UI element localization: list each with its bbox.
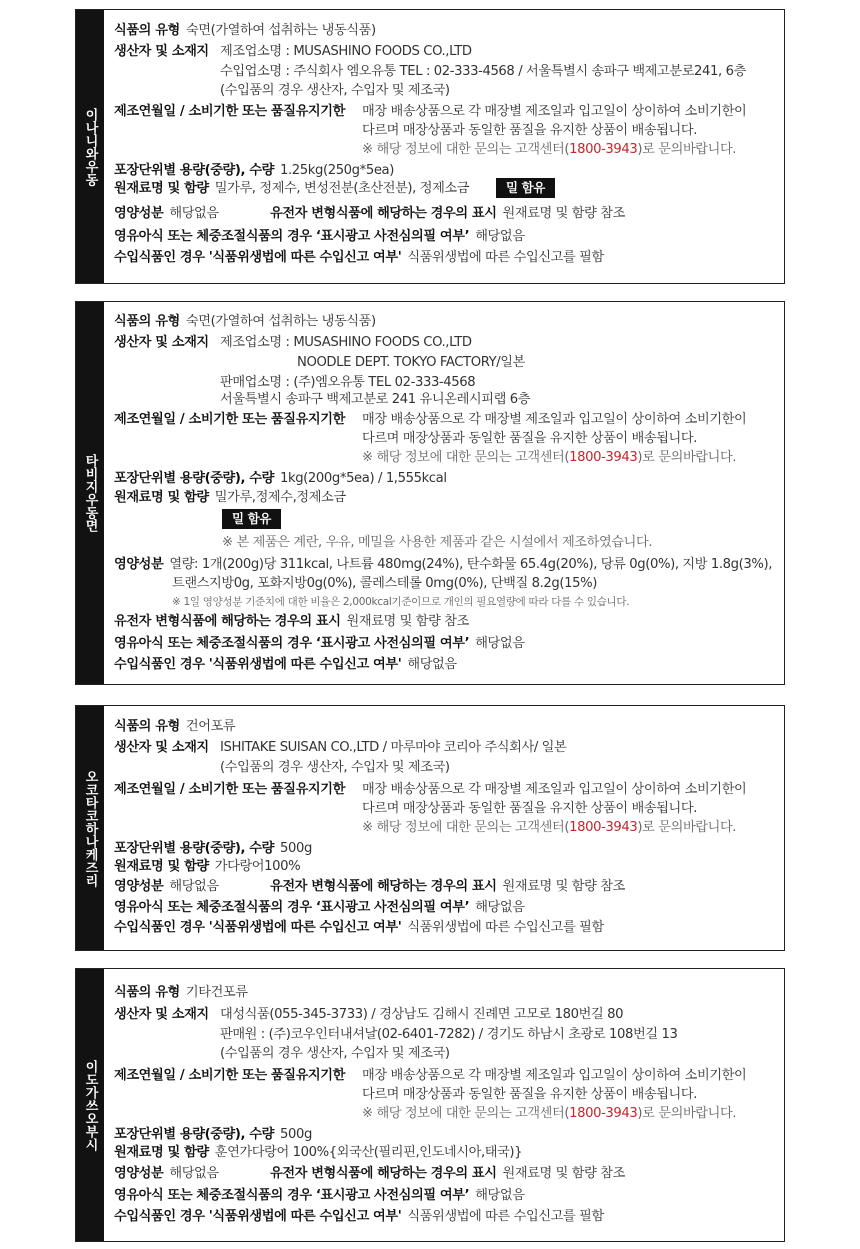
gmo-label: 유전자 변형식품에 해당하는 경우의 표시	[270, 206, 497, 221]
producer-line-4: 서울특별시 송파구 백제고분로 241 유니온레시피랩 6층	[220, 392, 531, 407]
producer-line-2: 수입업소명 : 주식회사 엠오유통 TEL : 02-333-4568 / 서울특별시 송파구 백제고분로241, 6층	[220, 64, 746, 79]
import-value: 식품위생법에 따른 수입신고를 필함	[407, 250, 604, 265]
infant-row	[114, 635, 525, 653]
wheat-badge-wrap	[496, 178, 555, 198]
type-value: 건어포류	[185, 719, 236, 734]
date-note-tail: )로 문의바랍니다.	[637, 1106, 737, 1121]
qty-label: 포장단위별 용량(중량), 수량	[114, 1127, 274, 1142]
date-note-tail: )로 문의바랍니다.	[637, 450, 737, 465]
nutrition-value: 해당없음	[169, 206, 219, 221]
date-label: 제조연월일 / 소비기한 또는 품질유지기한	[114, 104, 345, 119]
product-name: 오코타코하나케즈리	[82, 769, 98, 887]
date-note-text: ※ 해당 정보에 대한 문의는 고객센터(	[362, 820, 570, 835]
ingredients-row	[114, 180, 469, 198]
infant-value: 해당없음	[475, 229, 525, 244]
gmo-row	[114, 613, 469, 631]
producer-row	[114, 43, 215, 61]
type-value: 숙면(가열하여 섭취하는 냉동식품)	[185, 23, 376, 38]
nutrition-value: 해당없음	[169, 1166, 219, 1181]
infant-value: 해당없음	[475, 636, 525, 651]
facility-note: ※ 본 제품은 계란, 우유, 메밀을 사용한 제품과 같은 시설에서 제조하였습니다.	[222, 535, 653, 550]
info-content	[104, 706, 784, 950]
date-row	[114, 103, 351, 121]
product-name-bar	[76, 302, 104, 684]
import-label: 수입식품인 경우 '식품위생법에 따른 수입신고 여부'	[114, 920, 402, 935]
customer-phone: 1800-3943	[569, 142, 638, 157]
producer-line-1: ISHITAKE SUISAN CO.,LTD / 마루마야 코리아 주식회사/ 일본	[220, 740, 567, 755]
infant-label: 영유아식 또는 체중조절식품의 경우 ‘표시광고 사전심의필 여부’	[114, 1188, 470, 1203]
wheat-badge: 밀 함유	[222, 509, 281, 529]
qty-value: 1.25kg(250g*5ea)	[279, 163, 394, 178]
type-value: 숙면(가열하여 섭취하는 냉동식품)	[185, 314, 376, 329]
infant-label: 영유아식 또는 체중조절식품의 경우 ‘표시광고 사전심의필 여부’	[114, 229, 470, 244]
qty-row	[114, 1126, 312, 1144]
producer-row	[114, 1006, 215, 1024]
type-value: 기타건포류	[185, 985, 248, 1000]
qty-label: 포장단위별 용량(중량), 수량	[114, 163, 274, 178]
infant-value: 해당없음	[475, 1188, 525, 1203]
date-value-1: 매장 배송상품으로 각 매장별 제조일과 입고일이 상이하여 소비기한이	[362, 782, 747, 797]
import-value: 해당없음	[407, 657, 457, 672]
producer-line-2: NOODLE DEPT. TOKYO FACTORY/일본	[297, 355, 525, 370]
date-row	[114, 411, 351, 429]
ingredients-value: 훈연가다랑어 100%{외국산(필리핀,인도네시아,태국)}	[214, 1145, 523, 1160]
import-row	[114, 656, 457, 674]
qty-row	[114, 840, 312, 858]
ingredients-label: 원재료명 및 함량	[114, 490, 209, 505]
producer-line-2: 판매원 : (주)코우인터내셔날(02-6401-7282) / 경기도 하남시 초광로 108번길 13	[220, 1027, 678, 1042]
import-row	[114, 249, 604, 267]
date-value-2: 다르며 매장상품과 동일한 품질을 유지한 상품이 배송됩니다.	[362, 123, 698, 138]
import-value: 식품위생법에 따른 수입신고를 필함	[407, 1209, 604, 1224]
nutrition-value: 해당없음	[169, 879, 219, 894]
product-name: 타비지우동면	[82, 454, 98, 532]
date-label: 제조연월일 / 소비기한 또는 품질유지기한	[114, 782, 345, 797]
info-content	[104, 302, 784, 684]
ingredients-row	[114, 489, 346, 507]
gmo-row	[270, 1165, 625, 1183]
nutrition-row	[114, 878, 219, 896]
infant-row	[114, 228, 525, 246]
product-info-panel-3	[75, 705, 785, 951]
gmo-label: 유전자 변형식품에 해당하는 경우의 표시	[114, 614, 341, 629]
date-note-tail: )로 문의바랍니다.	[637, 142, 737, 157]
producer-line-3: (수입품의 경우 생산자, 수입자 및 제조국)	[220, 1046, 450, 1061]
producer-label: 생산자 및 소재지	[114, 44, 209, 59]
date-note-text: ※ 해당 정보에 대한 문의는 고객센터(	[362, 450, 570, 465]
product-name: 이나니와우동	[82, 107, 98, 186]
gmo-row	[270, 205, 625, 223]
gmo-value: 원재료명 및 함량 참조	[502, 879, 625, 894]
import-label: 수입식품인 경우 '식품위생법에 따른 수입신고 여부'	[114, 657, 402, 672]
date-note	[362, 141, 736, 159]
import-row	[114, 1208, 604, 1226]
wheat-badge: 밀 함유	[496, 178, 555, 198]
wheat-badge-wrap	[222, 509, 281, 529]
date-value-1: 매장 배송상품으로 각 매장별 제조일과 입고일이 상이하여 소비기한이	[362, 104, 747, 119]
producer-row	[114, 739, 215, 757]
gmo-label: 유전자 변형식품에 해당하는 경우의 표시	[270, 879, 497, 894]
producer-line-1: 제조업소명 : MUSASHINO FOODS CO.,LTD	[220, 44, 472, 59]
producer-label: 생산자 및 소재지	[114, 335, 209, 350]
nutrition-line-2: 트랜스지방0g, 포화지방0g(0%), 콜레스테롤 0mg(0%), 단백질 8.2g(15%)	[172, 576, 597, 591]
nutrition-label: 영양성분	[114, 557, 164, 572]
date-row	[114, 781, 351, 799]
date-note-tail: )로 문의바랍니다.	[637, 820, 737, 835]
date-value-2: 다르며 매장상품과 동일한 품질을 유지한 상품이 배송됩니다.	[362, 1087, 698, 1102]
product-info-panel-1	[75, 9, 785, 284]
qty-label: 포장단위별 용량(중량), 수량	[114, 841, 274, 856]
infant-row	[114, 899, 525, 917]
product-info-panel-4	[75, 968, 785, 1242]
date-note	[362, 1105, 736, 1123]
nutrition-row	[114, 556, 772, 574]
qty-value: 500g	[279, 1127, 312, 1142]
ingredients-value: 가다랑어100%	[214, 859, 301, 874]
qty-value: 1kg(200g*5ea) / 1,555kcal	[279, 471, 447, 486]
infant-row	[114, 1187, 525, 1205]
producer-label: 생산자 및 소재지	[114, 1007, 209, 1022]
ingredients-label: 원재료명 및 함량	[114, 859, 209, 874]
infant-label: 영유아식 또는 체중조절식품의 경우 ‘표시광고 사전심의필 여부’	[114, 900, 470, 915]
product-name-bar	[76, 10, 104, 283]
infant-value: 해당없음	[475, 900, 525, 915]
date-value-2: 다르며 매장상품과 동일한 품질을 유지한 상품이 배송됩니다.	[362, 801, 698, 816]
nutrition-note: ※ 1일 영양성분 기준치에 대한 비율은 2,000kcal기준이므로 개인의 필요열량에 따라 다를 수 있습니다.	[172, 596, 630, 608]
product-info-panel-2	[75, 301, 785, 685]
import-label: 수입식품인 경우 '식품위생법에 따른 수입신고 여부'	[114, 1209, 402, 1224]
date-value-1: 매장 배송상품으로 각 매장별 제조일과 입고일이 상이하여 소비기한이	[362, 412, 747, 427]
gmo-value: 원재료명 및 함량 참조	[346, 614, 469, 629]
ingredients-row	[114, 858, 300, 876]
nutrition-label: 영양성분	[114, 206, 164, 221]
producer-label: 생산자 및 소재지	[114, 740, 209, 755]
date-note	[362, 819, 736, 837]
type-row	[114, 718, 235, 736]
date-note-text: ※ 해당 정보에 대한 문의는 고객센터(	[362, 1106, 570, 1121]
producer-line-1: 제조업소명 : MUSASHINO FOODS CO.,LTD	[220, 335, 472, 350]
product-name-bar	[76, 969, 104, 1241]
import-label: 수입식품인 경우 '식품위생법에 따른 수입신고 여부'	[114, 250, 402, 265]
date-row	[114, 1067, 351, 1085]
nutrition-line-1: 열량: 1개(200g)당 311kcal, 나트륨 480mg(24%), 탄수화물 65.4g(20%), 당류 0g(0%), 지방 1.8g(3%),	[169, 557, 773, 572]
gmo-value: 원재료명 및 함량 참조	[502, 1166, 625, 1181]
customer-phone: 1800-3943	[569, 450, 638, 465]
producer-line-3: (수입품의 경우 생산자, 수입자 및 제조국)	[220, 83, 450, 98]
gmo-value: 원재료명 및 함량 참조	[502, 206, 625, 221]
type-label: 식품의 유형	[114, 985, 180, 1000]
date-label: 제조연월일 / 소비기한 또는 품질유지기한	[114, 412, 345, 427]
ingredients-value: 밀가루,정제수,정제소금	[214, 490, 346, 505]
ingredients-value: 밀가루, 정제수, 변성전분(초산전분), 정제소금	[214, 181, 470, 196]
type-label: 식품의 유형	[114, 314, 180, 329]
customer-phone: 1800-3943	[569, 820, 638, 835]
nutrition-label: 영양성분	[114, 879, 164, 894]
date-value-2: 다르며 매장상품과 동일한 품질을 유지한 상품이 배송됩니다.	[362, 431, 698, 446]
customer-phone: 1800-3943	[569, 1106, 638, 1121]
type-label: 식품의 유형	[114, 23, 180, 38]
producer-line-2: (수입품의 경우 생산자, 수입자 및 제조국)	[220, 760, 450, 775]
gmo-row	[270, 878, 625, 896]
nutrition-label: 영양성분	[114, 1166, 164, 1181]
info-content	[104, 969, 784, 1241]
qty-label: 포장단위별 용량(중량), 수량	[114, 471, 274, 486]
qty-row	[114, 470, 447, 488]
qty-value: 500g	[279, 841, 312, 856]
nutrition-row	[114, 1165, 219, 1183]
product-name: 이도가쓰오부시	[82, 1059, 98, 1151]
qty-row	[114, 162, 394, 180]
date-note-text: ※ 해당 정보에 대한 문의는 고객센터(	[362, 142, 570, 157]
ingredients-label: 원재료명 및 함량	[114, 181, 209, 196]
import-value: 식품위생법에 따른 수입신고를 필함	[407, 920, 604, 935]
type-row	[114, 984, 248, 1002]
type-label: 식품의 유형	[114, 719, 180, 734]
type-row	[114, 313, 376, 331]
ingredients-label: 원재료명 및 함량	[114, 1145, 209, 1160]
date-label: 제조연월일 / 소비기한 또는 품질유지기한	[114, 1068, 345, 1083]
infant-label: 영유아식 또는 체중조절식품의 경우 ‘표시광고 사전심의필 여부’	[114, 636, 470, 651]
producer-line-3: 판매업소명 : (주)엠오유통 TEL 02-333-4568	[220, 375, 476, 390]
producer-line-1: 대성식품(055-345-3733) / 경상남도 김해시 진례면 고모로 180번길 80	[220, 1007, 624, 1022]
producer-row	[114, 334, 215, 352]
date-value-1: 매장 배송상품으로 각 매장별 제조일과 입고일이 상이하여 소비기한이	[362, 1068, 747, 1083]
info-content	[104, 10, 784, 283]
date-note	[362, 449, 736, 467]
nutrition-row	[114, 205, 219, 223]
ingredients-row	[114, 1144, 522, 1162]
type-row	[114, 22, 376, 40]
product-name-bar	[76, 706, 104, 950]
gmo-label: 유전자 변형식품에 해당하는 경우의 표시	[270, 1166, 497, 1181]
import-row	[114, 919, 604, 937]
